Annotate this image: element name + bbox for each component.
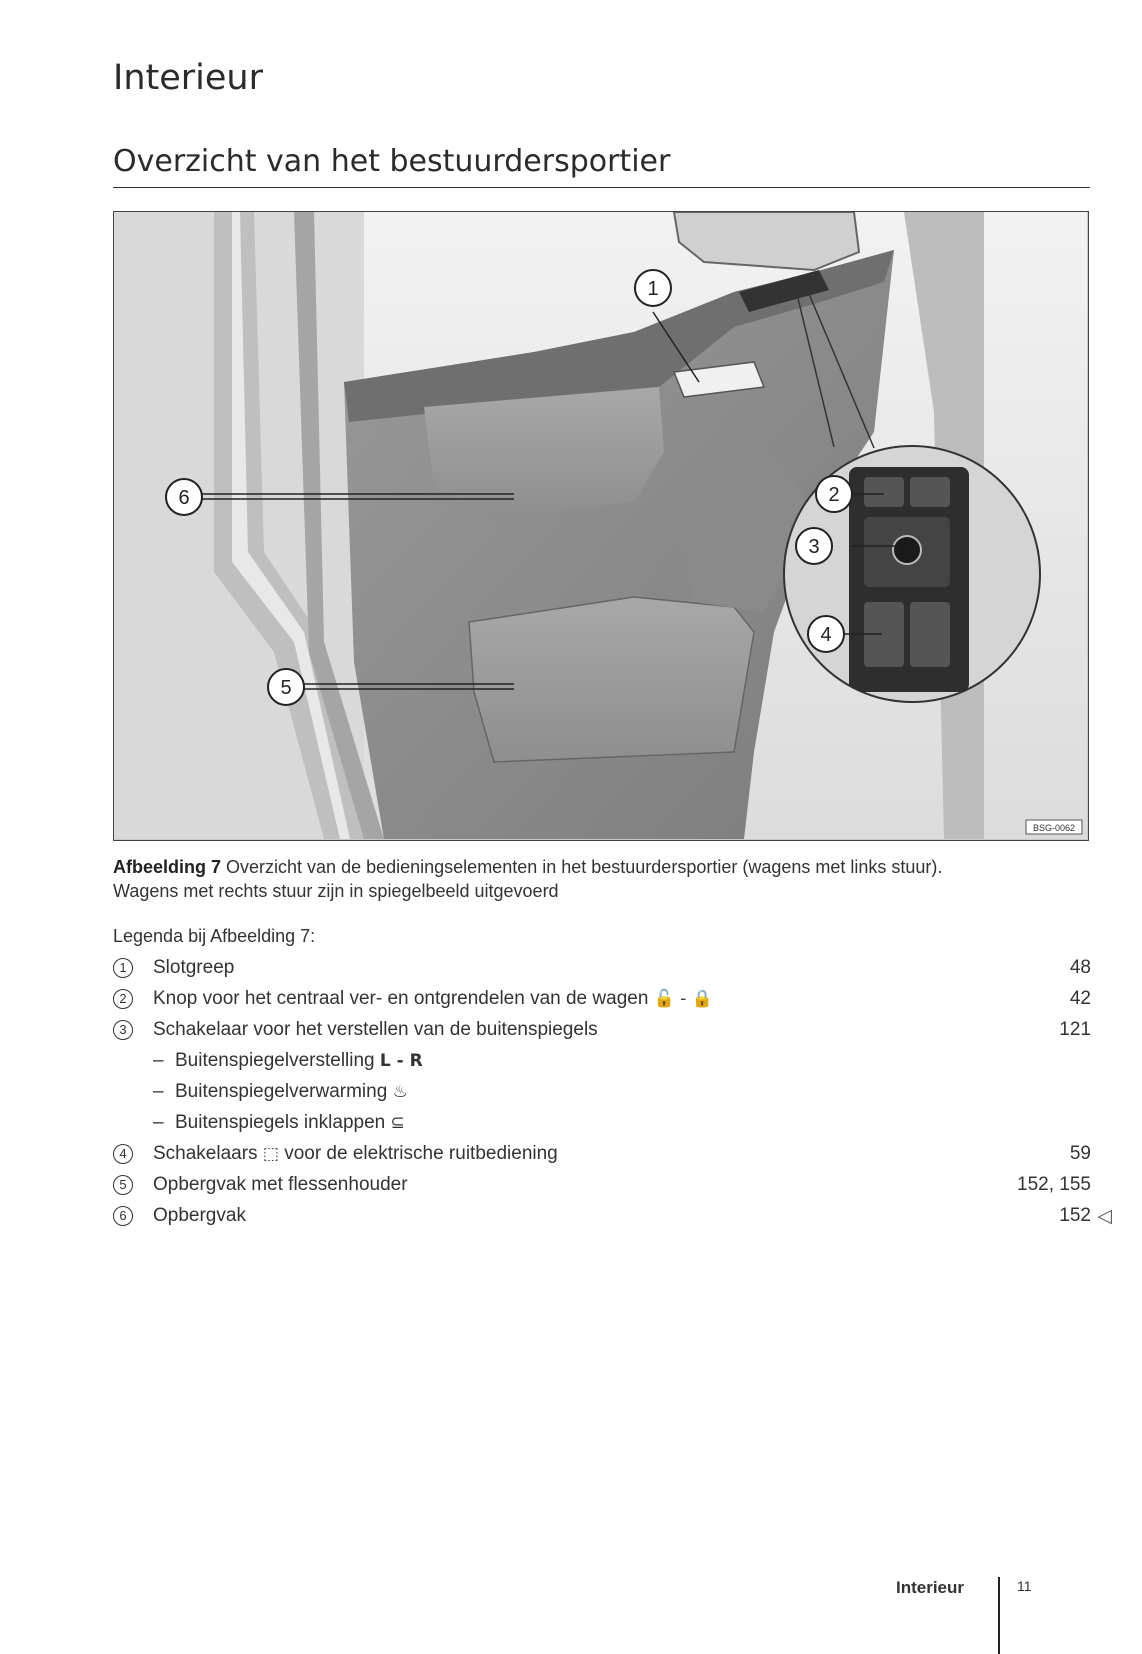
legend-subitem-mirror-adjust	[113, 1048, 1091, 1079]
legend-sublabel	[175, 1112, 405, 1134]
page-number: 11	[1017, 1578, 1032, 1594]
legend-number: 4	[113, 1144, 133, 1164]
callout-6	[166, 479, 202, 515]
legend-number: 1	[113, 958, 133, 978]
door-illustration	[114, 212, 1087, 839]
callout-label: 6	[178, 487, 190, 509]
callout-5	[268, 669, 304, 705]
page-reference[interactable]: 152, 155	[1017, 1174, 1091, 1195]
left-right-icon: L - R	[379, 1051, 423, 1071]
legend-heading: Legenda bij Afbeelding 7:	[113, 926, 316, 946]
legend-sublabel	[175, 1050, 423, 1072]
legend-label	[153, 988, 713, 1010]
legend-label: Slotgreep	[153, 957, 235, 978]
page-reference[interactable]: 152	[1059, 1205, 1091, 1226]
dash: –	[153, 1112, 164, 1133]
legend-number: 3	[113, 1020, 133, 1040]
legend-label: Opbergvak	[153, 1205, 246, 1226]
section-divider	[113, 187, 1090, 188]
legend-sublabel-text: Buitenspiegels inklappen	[175, 1112, 386, 1133]
door-panel-figure	[113, 211, 1089, 841]
page-reference[interactable]: 121	[1059, 1019, 1091, 1040]
legend-item-2	[113, 986, 1091, 1017]
callout-4	[808, 616, 844, 652]
window-switch-icon: ⬚	[262, 1144, 279, 1164]
legend-item-6	[113, 1203, 1112, 1234]
callout-label: 1	[647, 278, 659, 300]
callout-1	[635, 270, 671, 306]
legend-item-3	[113, 1017, 1091, 1048]
mirror-heating-icon: ♨	[392, 1082, 408, 1102]
page-reference[interactable]: 59	[1069, 1143, 1091, 1164]
callout-label: 2	[828, 484, 840, 506]
callout-label: 4	[820, 624, 832, 646]
legend-number: 6	[113, 1206, 133, 1226]
legend-label	[153, 1143, 558, 1165]
footer-section-label: Interieur	[896, 1578, 965, 1597]
page-reference[interactable]: 42	[1069, 988, 1091, 1009]
section-title: Overzicht van het bestuurdersportier	[113, 144, 671, 179]
end-of-section-icon: ◁	[1097, 1206, 1112, 1227]
lock-unlock-icon: 🔓 - 🔒	[653, 989, 713, 1009]
legend-item-5	[113, 1172, 1091, 1203]
upper-storage	[424, 387, 664, 517]
callout-2	[816, 476, 852, 512]
caption-text-line2: Wagens met rechts stuur zijn in spiegelbeeld uitgevoerd	[113, 881, 559, 901]
mirror-housing	[674, 212, 859, 270]
image-code: BSG-0062	[1032, 823, 1076, 833]
callout-3	[796, 528, 832, 564]
mirror-fold-icon: ⊆	[390, 1113, 405, 1133]
callout-label: 5	[280, 677, 292, 699]
legend-list	[113, 955, 1112, 1234]
legend-item-4	[113, 1141, 1091, 1172]
dash: –	[153, 1081, 164, 1102]
chapter-title: Interieur	[113, 58, 263, 98]
legend-sublabel-text: Buitenspiegelverstelling	[175, 1050, 375, 1071]
legend-label-text: Knop voor het centraal ver- en ontgrendelen van de wagen	[153, 988, 649, 1009]
caption-text-line1: Overzicht van de bedieningselementen in het bestuurdersportier (wagens met links stuur).	[226, 857, 943, 877]
legend-label-text: voor de elektrische ruitbediening	[284, 1143, 558, 1164]
legend-number: 2	[113, 989, 133, 1009]
mirror-knob	[893, 536, 921, 564]
legend-subitem-mirror-heating	[113, 1079, 1091, 1110]
page-reference[interactable]: 48	[1069, 957, 1091, 978]
legend-sublabel	[175, 1081, 408, 1103]
legend-item-1	[113, 955, 1091, 986]
legend-label-text: Schakelaars	[153, 1143, 258, 1164]
legend-number: 5	[113, 1175, 133, 1195]
bottle-storage	[469, 597, 754, 762]
legend-label: Opbergvak met flessenhouder	[153, 1174, 408, 1195]
legend-subitem-mirror-fold	[113, 1110, 1091, 1141]
legend-label: Schakelaar voor het verstellen van de buitenspiegels	[153, 1019, 598, 1040]
callout-label: 3	[808, 536, 820, 558]
dash: –	[153, 1050, 164, 1071]
footer-divider	[998, 1577, 1000, 1654]
figure-caption	[113, 855, 1103, 903]
caption-label: Afbeelding 7	[113, 857, 222, 877]
legend-sublabel-text: Buitenspiegelverwarming	[175, 1081, 388, 1102]
